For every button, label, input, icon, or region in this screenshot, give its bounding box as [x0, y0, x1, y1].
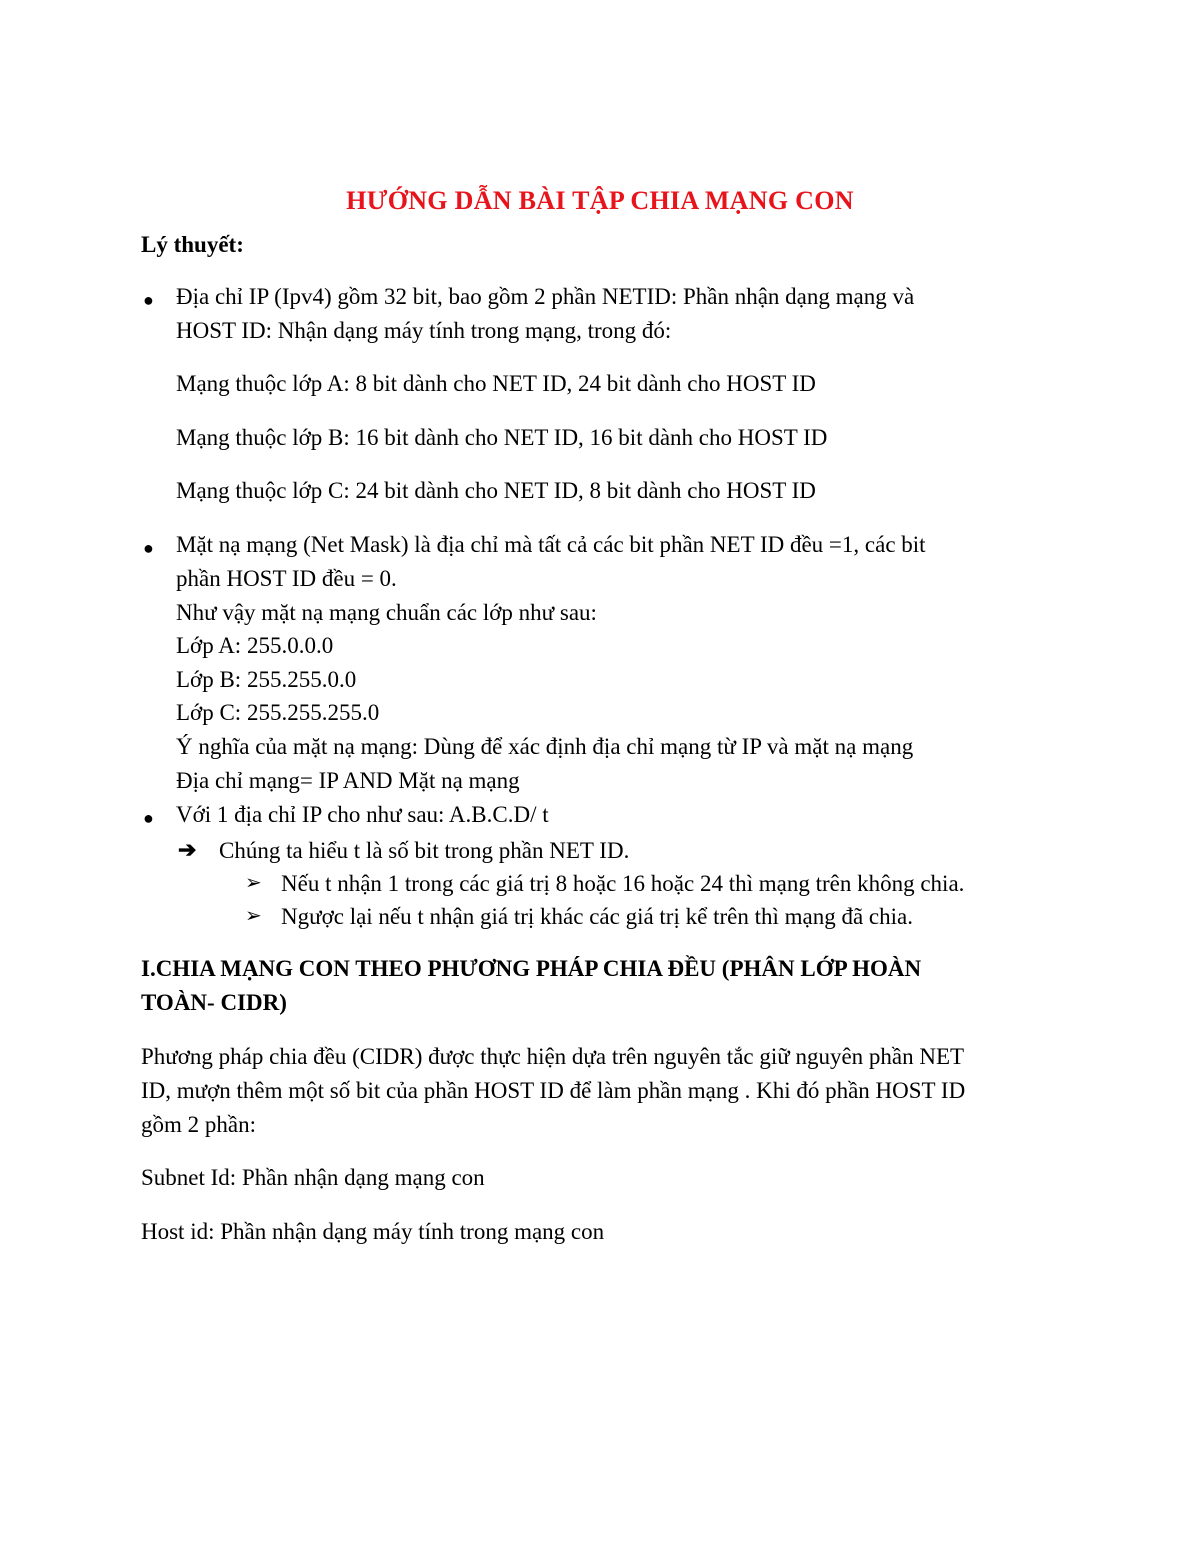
class-c-bits: Mạng thuộc lớp C: 24 bit dành cho NET ID, 8 bit dành cho HOST ID — [176, 478, 816, 503]
document-title: HƯỚNG DẪN BÀI TẬP CHIA MẠNG CON — [346, 186, 854, 215]
bullet-dot-icon: ● — [143, 290, 154, 310]
arrow-item: Chúng ta hiểu t là số bit trong phần NET ID. — [219, 838, 630, 863]
mask-meaning: Ý nghĩa của mặt nạ mạng: Dùng để xác định địa chỉ mạng từ IP và mặt nạ mạng — [176, 734, 914, 759]
bullet3-line1: Với 1 địa chỉ IP cho như sau: A.B.C.D/ t — [176, 802, 549, 827]
class-a-bits: Mạng thuộc lớp A: 8 bit dành cho NET ID, 24 bit dành cho HOST ID — [176, 371, 816, 396]
sub-item-2: Ngược lại nếu t nhận giá trị khác các giá trị kể trên thì mạng đã chia. — [281, 904, 913, 929]
mask-class-c: Lớp C: 255.255.255.0 — [176, 700, 380, 725]
section1-para-line3: gồm 2 phần: — [141, 1112, 256, 1137]
bullet1-line1: Địa chỉ IP (Ipv4) gồm 32 bit, bao gồm 2 phần NETID: Phần nhận dạng mạng và — [176, 284, 915, 309]
bullet2-line3: Như vậy mặt nạ mạng chuẩn các lớp như sau: — [176, 600, 597, 625]
right-arrow-icon: ➔ — [178, 837, 197, 862]
subnet-id-definition: Subnet Id: Phần nhận dạng mạng con — [141, 1165, 485, 1190]
bullet1-line2: HOST ID: Nhận dạng máy tính trong mạng, trong đó: — [176, 318, 672, 343]
class-b-bits: Mạng thuộc lớp B: 16 bit dành cho NET ID, 16 bit dành cho HOST ID — [176, 425, 828, 450]
section1-heading-line2: TOÀN- CIDR) — [141, 990, 287, 1015]
network-address-formula: Địa chỉ mạng= IP AND Mặt nạ mạng — [176, 768, 520, 793]
bullet2-line1: Mặt nạ mạng (Net Mask) là địa chỉ mà tất cả các bit phần NET ID đều =1, các bit — [176, 532, 926, 557]
bullet-dot-icon: ● — [143, 538, 154, 558]
host-id-definition: Host id: Phần nhận dạng máy tính trong mạng con — [141, 1219, 605, 1244]
mask-class-a: Lớp A: 255.0.0.0 — [176, 633, 334, 658]
section1-para-line2: ID, mượn thêm một số bit của phần HOST ID để làm phần mạng . Khi đó phần HOST ID — [141, 1078, 966, 1103]
bullet2-line2: phần HOST ID đều = 0. — [176, 566, 397, 591]
mask-class-b: Lớp B: 255.255.0.0 — [176, 667, 357, 692]
theory-heading: Lý thuyết: — [141, 232, 244, 257]
section1-para-line1: Phương pháp chia đều (CIDR) được thực hiện dựa trên nguyên tắc giữ nguyên phần NET — [141, 1044, 965, 1069]
chevron-right-icon: ➢ — [245, 872, 262, 894]
section1-heading-line1: I.CHIA MẠNG CON THEO PHƯƠNG PHÁP CHIA ĐỀU (PHÂN LỚP HOÀN — [141, 956, 922, 981]
chevron-right-icon: ➢ — [245, 905, 262, 927]
bullet-dot-icon: ● — [143, 808, 154, 828]
sub-item-1: Nếu t nhận 1 trong các giá trị 8 hoặc 16 hoặc 24 thì mạng trên không chia. — [281, 871, 965, 896]
